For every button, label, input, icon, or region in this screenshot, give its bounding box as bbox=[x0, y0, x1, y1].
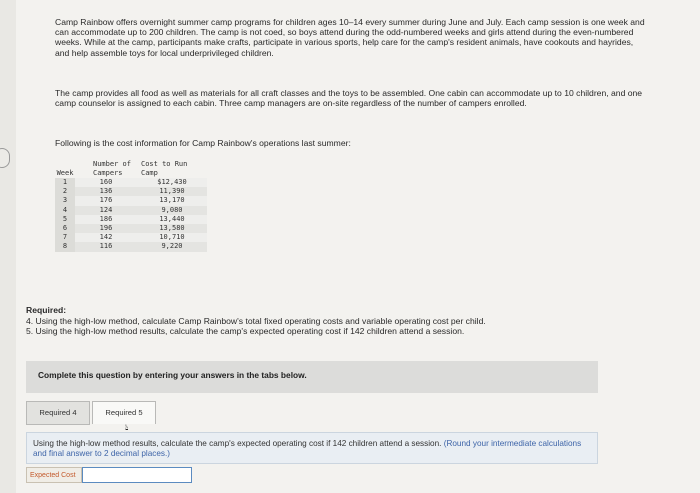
tab-required-5[interactable]: Required 5 bbox=[92, 401, 156, 424]
table-row: 6 196 13,580 bbox=[55, 224, 207, 233]
cost-table bbox=[55, 160, 207, 252]
expected-cost-label: Expected Cost bbox=[26, 467, 82, 483]
instruction-banner bbox=[26, 361, 598, 393]
instruction-text: Complete this question by entering your answers in the tabs below. bbox=[38, 370, 307, 380]
required-item-4: 4. Using the high-low method, calculate Camp Rainbow's total fixed operating costs and variable operating cost per child. bbox=[26, 315, 486, 326]
header-cost-to-run: Cost to Run bbox=[141, 160, 188, 168]
intro-paragraph: Camp Rainbow offers overnight summer camp programs for children ages 10–14 every summer during June and July. Each camp session is one week and can accommodate up to 200 children. The camp is not coed, so boys attend during the odd-numbered weeks and girls attend during the even-numbered weeks. While at the camp, participants make crafts, participate in various sports, help care for the camp's resident animals, have cookouts and hayrides, and help assemble toys for local underprivileged children. bbox=[55, 17, 645, 58]
header-week: Week bbox=[56, 169, 74, 177]
table-row: 2 136 11,390 bbox=[55, 187, 207, 196]
tab-required-4[interactable]: Required 4 bbox=[26, 401, 90, 425]
header-campers: Campers bbox=[93, 169, 123, 177]
question-text bbox=[33, 439, 593, 459]
table-row: 1 160 $12,430 bbox=[55, 178, 207, 187]
table-row: 4 124 9,080 bbox=[55, 206, 207, 215]
expected-cost-input[interactable] bbox=[82, 467, 192, 483]
table-row: 5 186 13,440 bbox=[55, 215, 207, 224]
question-prompt: Using the high-low method results, calculate the camp's expected operating cost if 142 children attend a session. bbox=[33, 439, 442, 448]
table-row: 7 142 10,710 bbox=[55, 233, 207, 242]
required-item-5: 5. Using the high-low method results, calculate the camp's expected operating cost if 142 children attend a session. bbox=[26, 326, 465, 337]
table-header-top bbox=[55, 160, 207, 169]
table-row: 8 116 9,220 bbox=[55, 242, 207, 251]
table-header-bottom bbox=[55, 169, 207, 178]
answer-row bbox=[26, 467, 192, 485]
required-title: Required: bbox=[26, 305, 67, 315]
left-edge bbox=[0, 0, 16, 493]
food-paragraph: The camp provides all food as well as materials for all craft classes and the toys to be assembled. One cabin can accommodate up to 10 children, and one camp counselor is assigned to each cabin. Three camp managers are on-site regardless of the number of campers enrolled. bbox=[55, 88, 643, 109]
header-number-of: Number of bbox=[93, 160, 131, 168]
mouse-cursor-icon: 👆︎ bbox=[125, 423, 129, 432]
required-section bbox=[26, 305, 646, 337]
header-camp: Camp bbox=[141, 169, 158, 177]
cost-info-intro: Following is the cost information for Camp Rainbow's operations last summer: bbox=[55, 138, 351, 148]
question-panel bbox=[26, 432, 598, 464]
table-row: 3 176 13,170 bbox=[55, 196, 207, 205]
rounding-hint: (Round your intermediate calculations and final answer to 2 decimal places.) bbox=[33, 439, 582, 458]
